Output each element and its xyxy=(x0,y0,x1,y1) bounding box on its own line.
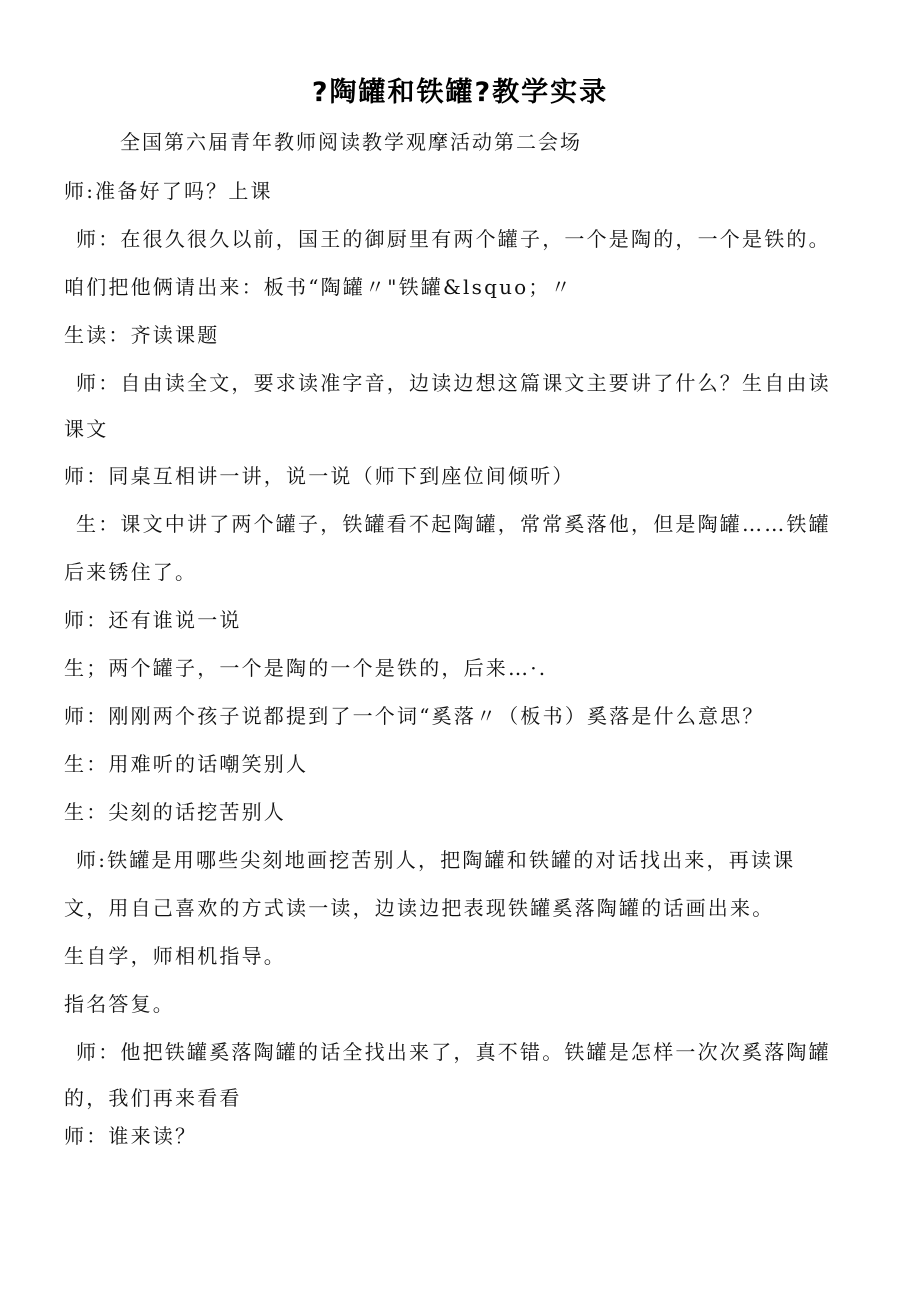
text-line: 生：用难听的话嘲笑别人 xyxy=(64,752,309,776)
text-line: 的，我们再来看看 xyxy=(64,1086,242,1110)
text-line: 师：刚刚两个孩子说都提到了一个词“奚落〃（板书）奚落是什么意思？ xyxy=(64,704,765,728)
text-line: 师：还有谁说一说 xyxy=(64,608,242,632)
text-line: 咱们把他俩请出来：板书“陶罐〃"铁罐&lsquo；〃 xyxy=(64,275,573,299)
text-line: 师：同桌互相讲一讲，说一说（师下到座位间倾听） xyxy=(64,464,575,488)
text-line: 师:准备好了吗？上课 xyxy=(64,179,273,203)
text-line: 生：课文中讲了两个罐子，铁罐看不起陶罐，常常奚落他，但是陶罐……铁罐 xyxy=(76,512,831,536)
text-line: 后来锈住了。 xyxy=(64,560,198,584)
document-subtitle: 全国第六届青年教师阅读教学观摩活动第二会场 xyxy=(120,130,582,154)
document-title: ?陶罐和铁罐?教学实录 xyxy=(311,77,609,108)
text-line: 课文 xyxy=(64,417,109,441)
text-line: 生；两个罐子，一个是陶的一个是铁的，后来…·. xyxy=(64,656,548,680)
text-line: 生读：齐读课题 xyxy=(64,323,220,347)
text-line: 文，用自己喜欢的方式读一读，边读边把表现铁罐奚落陶罐的话画出来。 xyxy=(64,896,775,920)
text-line: 师：谁来读？ xyxy=(64,1124,198,1148)
text-line: 师：在很久很久以前，国王的御厨里有两个罐子，一个是陶的，一个是铁的。 xyxy=(76,227,831,251)
text-line: 师：自由读全文，要求读准字音，边读边想这篇课文主要讲了什么？生自由读 xyxy=(76,371,831,395)
text-line: 师：他把铁罐奚落陶罐的话全找出来了，真不错。铁罐是怎样一次次奚落陶罐 xyxy=(76,1040,831,1064)
text-line: 生：尖刻的话挖苦别人 xyxy=(64,800,286,824)
text-line: 师:铁罐是用哪些尖刻地画挖苦别人，把陶罐和铁罐的对话找出来，再读课 xyxy=(76,848,796,872)
text-line: 生自学，师相机指导。 xyxy=(64,944,286,968)
text-line: 指名答复。 xyxy=(64,992,175,1016)
